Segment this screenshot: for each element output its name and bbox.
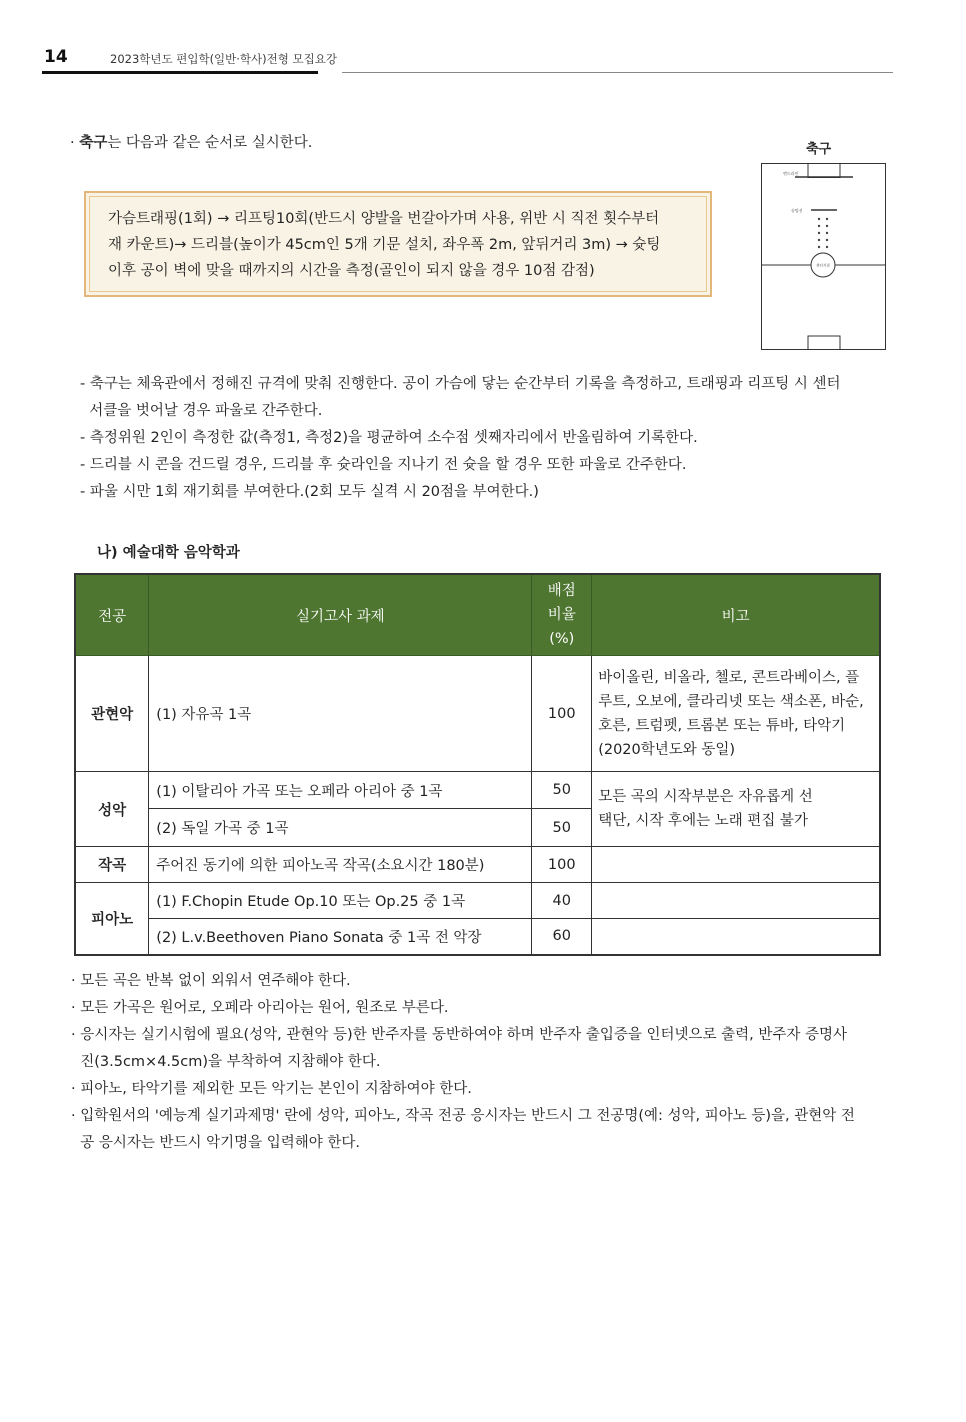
ratio-header-line: 배점 — [547, 583, 576, 599]
document-title: 2023학년도 편입학(일반·학사)전형 모집요강 — [110, 52, 337, 66]
ratio-cell: 40 — [532, 883, 592, 919]
ratio-cell: 50 — [532, 809, 592, 847]
table-row — [75, 772, 880, 809]
col-header-major: 전공 — [75, 574, 149, 656]
ratio-cell: 60 — [532, 919, 592, 955]
note-cell — [592, 919, 880, 955]
note-line: 진(3.5cm×4.5cm)을 부착하여 지참해야 한다. — [71, 1054, 381, 1070]
note-line: · 모든 곡은 반복 없이 외워서 연주해야 한다. — [71, 973, 351, 989]
procedure-line-1: 가슴트래핑(1회) → 리프팅10회(반드시 양발을 번갈아가며 사용, 위반 시 직전 횟수부터 — [108, 211, 660, 227]
rule-line: - 축구는 체육관에서 정해진 규격에 맞춰 진행한다. 공이 가슴에 닿는 순간부터 기록을 측정하고, 트래핑과 리프팅 시 센터 — [80, 376, 841, 392]
task-cell: (2) 독일 가곡 중 1곡 — [149, 809, 532, 847]
rule-line: - 측정위원 2인이 측정한 값(측정1, 측정2)을 평균하여 소수점 셋째자리에서 반올림하여 기록한다. — [80, 430, 698, 446]
major-cell: 성악 — [75, 772, 149, 847]
rule-line: 서클을 벗어날 경우 파울로 간주한다. — [80, 403, 323, 419]
col-header-note: 비고 — [592, 574, 880, 656]
note-line: · 응시자는 실기시험에 필요(성악, 관현악 등)한 반주자를 동반하여야 하며 반주자 출입증을 인터넷으로 출력, 반주자 증명사 — [71, 1027, 848, 1043]
center-circle-label: 센터서클 — [816, 263, 830, 268]
task-cell: (1) F.Chopin Etude Op.10 또는 Op.25 중 1곡 — [149, 883, 532, 919]
shooting-line-label: 슈팅선 — [791, 208, 803, 213]
major-cell: 작곡 — [75, 847, 149, 883]
note-line: · 입학원서의 '예능계 실기과제명' 란에 성악, 피아노, 작곡 전공 응시자는 반드시 그 전공명(예: 성악, 피아노 등)을, 관현악 전 — [71, 1108, 855, 1124]
col-header-ratio — [532, 574, 592, 656]
page-number: 14 — [44, 47, 68, 67]
note-cell: 바이올린, 비올라, 첼로, 콘트라베이스, 플루트, 오보에, 클라리넷 또는 색소폰, 바순, 호른, 트럼펫, 트롬본 또는 튜바, 타악기(2020학년도와 동일) — [592, 656, 880, 772]
bullet: · — [70, 135, 75, 151]
note-line: 공 응시자는 반드시 악기명을 입력해야 한다. — [71, 1135, 360, 1151]
task-cell: (2) L.v.Beethoven Piano Sonata 중 1곡 전 악장 — [149, 919, 532, 955]
table-row — [75, 656, 880, 772]
music-exam-table — [74, 573, 881, 956]
ratio-header-line: (%) — [549, 631, 575, 647]
note-line: · 모든 가곡은 원어로, 오페라 아리아는 원어, 원조로 부른다. — [71, 1000, 449, 1016]
ratio-header-line: 비율 — [547, 607, 576, 623]
major-cell: 피아노 — [75, 883, 149, 955]
task-cell: 주어진 동기에 의한 피아노곡 작곡(소요시간 180분) — [149, 847, 532, 883]
ratio-cell: 50 — [532, 772, 592, 809]
procedure-line-2: 재 카운트)→ 드리블(높이가 45cm인 5개 기문 설치, 좌우폭 2m, 앞뒤거리 3m) → 슛팅 — [108, 237, 661, 253]
rule-line: - 드리블 시 콘을 건드릴 경우, 드리블 후 슛라인을 지나기 전 슛을 할 경우 또한 파울로 간주한다. — [80, 457, 687, 473]
diagram-caption: 축구 — [806, 142, 832, 157]
procedure-line-3: 이후 공이 벽에 맞을 때까지의 시간을 측정(골인이 되지 않을 경우 10점 감점) — [108, 263, 595, 279]
section-heading: 나) 예술대학 음악학과 — [97, 545, 240, 561]
note-cell — [592, 883, 880, 919]
table-row — [75, 919, 880, 955]
table-header-row — [75, 574, 880, 656]
soccer-intro-bold: 축구 — [79, 135, 108, 151]
table-row — [75, 847, 880, 883]
procedure-box — [84, 191, 712, 297]
rule-line: - 파울 시만 1회 재기회를 부여한다.(2회 모두 실격 시 20점을 부여한다.) — [80, 484, 539, 500]
soccer-intro-text: 는 다음과 같은 순서로 실시한다. — [107, 135, 313, 151]
task-cell: (1) 자유곡 1곡 — [149, 656, 532, 772]
header-rule-light — [342, 72, 893, 73]
major-cell: 관현악 — [75, 656, 149, 772]
note-cell — [592, 847, 880, 883]
task-cell: (1) 이탈리아 가곡 또는 오페라 아리아 중 1곡 — [149, 772, 532, 809]
ratio-cell: 100 — [532, 656, 592, 772]
end-line-label: 엔드라인 — [783, 171, 799, 176]
header-rule — [42, 71, 318, 74]
soccer-intro — [70, 134, 312, 152]
table-row — [75, 883, 880, 919]
col-header-task: 실기고사 과제 — [149, 574, 532, 656]
note-line: · 피아노, 타악기를 제외한 모든 악기는 본인이 지참하여야 한다. — [71, 1081, 472, 1097]
ratio-cell: 100 — [532, 847, 592, 883]
soccer-field-diagram — [761, 163, 887, 351]
note-cell: 모든 곡의 시작부분은 자유롭게 선택단, 시작 후에는 노래 편집 불가 — [592, 772, 880, 847]
